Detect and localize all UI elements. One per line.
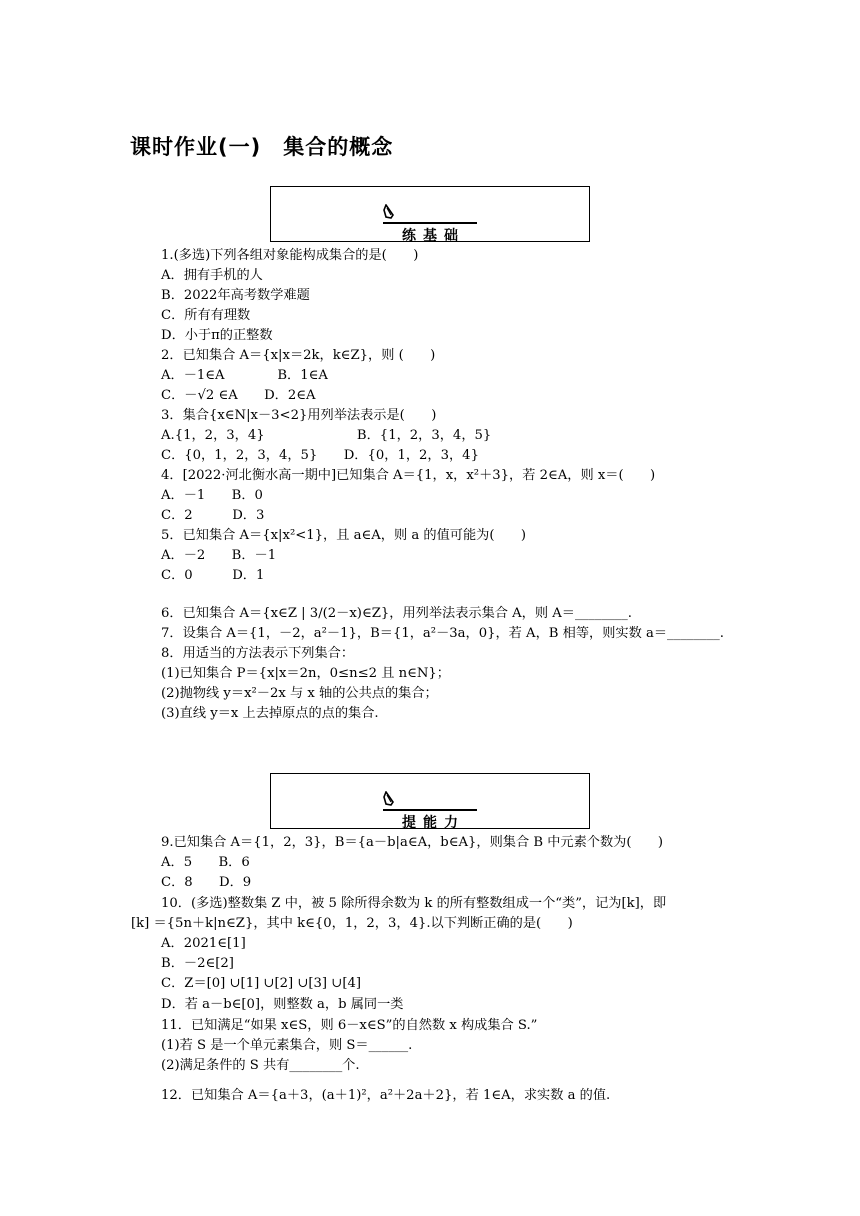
section-label: 练基础 (402, 228, 465, 244)
text-line: (1)已知集合 P＝{x|x＝2n，0≤n≤2 且 n∈N}； (161, 666, 450, 681)
text-line: 2．已知集合 A＝{x|x＝2k，k∈Z}，则 ( ) (161, 348, 436, 363)
pencil-icon (383, 204, 399, 222)
text-line: C．{0，1，2，3，4，5} D．{0，1，2，3，4} (161, 448, 479, 463)
pencil-icon (383, 791, 399, 809)
text-line: (1)若 S 是一个单元素集合，则 S＝______. (161, 1038, 413, 1053)
section-rule (383, 809, 477, 811)
text-line: A．拥有手机的人 (161, 268, 263, 283)
text-line: B．－2∈[2] (161, 956, 234, 971)
text-line: C．2 D．3 (161, 508, 265, 523)
text-line: 7．设集合 A＝{1，－2，a²－1}，B＝{1，a²－3a，0}，若 A，B 相等，则实数 a＝________. (161, 626, 724, 641)
text-line: A.{1，2，3，4} B．{1，2，3，4，5} (161, 428, 492, 443)
text-line: 1.(多选)下列各组对象能构成集合的是( ) (161, 248, 419, 263)
text-line: C．－√2 ∈A D．2∈A (161, 388, 316, 403)
section-header-basic (270, 186, 590, 242)
text-line: (3)直线 y＝x 上去掉原点的点的集合. (161, 706, 379, 721)
text-line: A．5 B．6 (161, 855, 250, 870)
text-line: C．所有有理数 (161, 308, 251, 323)
text-line: D．若 a－b∈[0]，则整数 a，b 属同一类 (161, 997, 404, 1012)
section-rule (383, 222, 477, 224)
text-line: 9.已知集合 A＝{1，2，3}，B＝{a－b|a∈A，b∈A}，则集合 B 中元素个数为( ) (161, 835, 664, 850)
text-line: 10．(多选)整数集 Z 中，被 5 除所得余数为 k 的所有整数组成一个“类”，记为[k]，即 (161, 896, 667, 911)
text-line: (2)抛物线 y＝x²－2x 与 x 轴的公共点的集合； (161, 686, 438, 701)
text-line: A．2021∈[1] (161, 936, 246, 951)
text-line: 11．已知满足“如果 x∈S，则 6－x∈S”的自然数 x 构成集合 S.” (161, 1018, 538, 1033)
text-line: 8．用适当的方法表示下列集合： (161, 646, 355, 661)
text-line: 5．已知集合 A＝{x|x²<1}，且 a∈A，则 a 的值可能为( ) (161, 528, 526, 543)
text-line: 6．已知集合 A＝{x∈Z | 3/(2－x)∈Z}，用列举法表示集合 A，则 A＝________. (161, 606, 632, 621)
section-header-advanced (270, 773, 590, 829)
text-line: C．8 D．9 (161, 875, 252, 890)
text-line: 12．已知集合 A＝{a＋3，(a＋1)²，a²＋2a＋2}，若 1∈A，求实数 a 的值. (161, 1088, 611, 1103)
text-line: C．Z＝[0] ∪[1] ∪[2] ∪[3] ∪[4] (161, 976, 361, 991)
text-line: B．2022年高考数学难题 (161, 288, 310, 303)
text-line: (2)满足条件的 S 共有________个. (161, 1058, 360, 1073)
text-line: A．－1∈A B．1∈A (161, 368, 328, 383)
text-line: D．小于π的正整数 (161, 328, 273, 343)
text-line: 3．集合{x∈N|x－3<2}用列举法表示是( ) (161, 408, 437, 423)
text-line: [k] ＝{5n＋k|n∈Z}，其中 k∈{0，1，2，3，4}.以下判断正确的是( ) (131, 916, 573, 931)
text-line: A．－2 B．－1 (161, 548, 277, 563)
page-title: 课时作业(一) 集合的概念 (130, 135, 394, 159)
section-label: 提能力 (402, 815, 465, 831)
text-line: 4．[2022·河北衡水高一期中]已知集合 A＝{1，x，x²＋3}，若 2∈A，则 x＝( ) (161, 468, 656, 483)
text-line: A．－1 B．0 (161, 488, 263, 503)
text-line: C．0 D．1 (161, 568, 265, 583)
